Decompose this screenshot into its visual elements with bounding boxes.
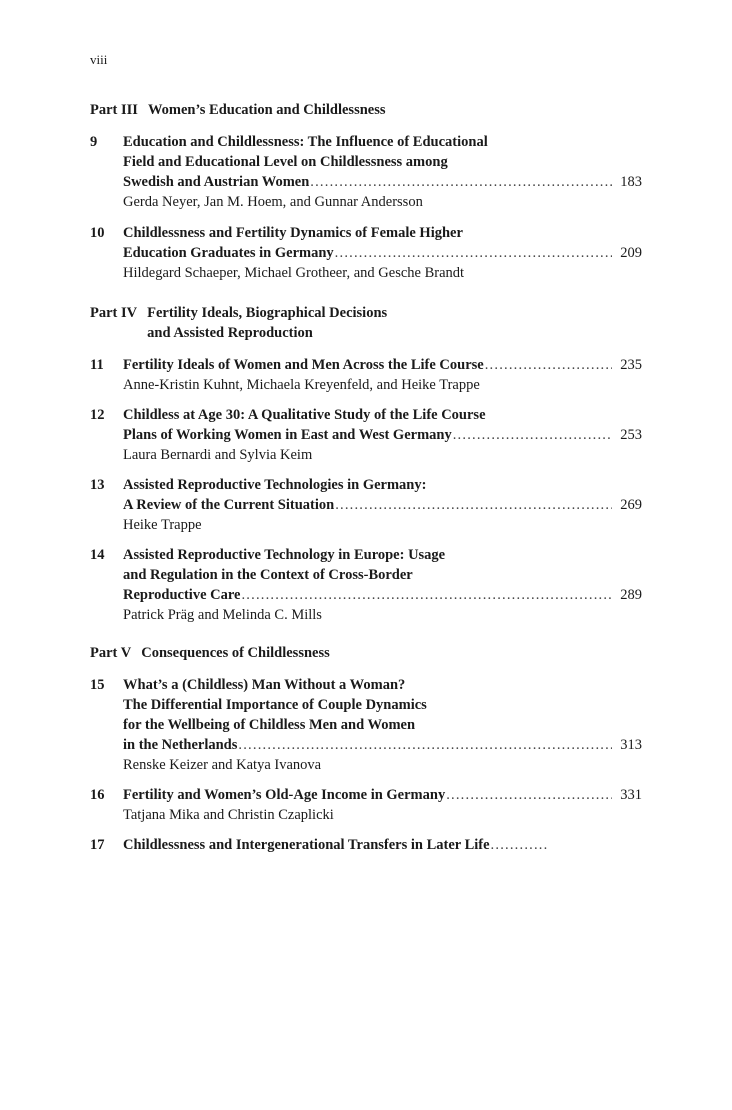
chapter-number: 17 [90,837,105,853]
chapter-title-last-line [123,495,642,515]
page-number: 289 [620,587,642,603]
chapter-number: 13 [90,477,105,493]
part-heading [90,303,642,343]
dot-leader [446,785,612,805]
part-title [147,303,387,343]
dot-leader [335,495,612,515]
part-title [141,643,330,663]
chapter-authors: Renske Keizer and Katya Ivanova [123,757,322,773]
chapter-title-last-line [123,835,642,855]
chapter-title-last-line [123,355,642,375]
chapter-entry[interactable] [90,675,642,775]
chapter-number: 10 [90,225,105,241]
chapter-title-line: Childless at Age 30: A Qualitative Study of the Life Course [123,407,486,423]
chapter-title-last-line [123,243,642,263]
chapter-body [123,785,642,825]
chapter-title-line: and Regulation in the Context of Cross-Border [123,567,413,583]
part-title-line: Women’s Education and Childlessness [147,102,386,118]
chapter-title-last-line [123,785,642,805]
chapter-title-line: Fertility and Women’s Old-Age Income in Germany [123,787,446,803]
chapter-number: 12 [90,407,105,423]
page-number: 313 [620,737,642,753]
chapter-title-line: in the Netherlands [123,737,238,753]
page-number: 183 [620,174,642,190]
chapter-title-line: A Review of the Current Situation [123,497,335,513]
chapter-entry[interactable] [90,355,642,395]
part-number: Part V [90,645,132,661]
chapter-title-line: Plans of Working Women in East and West Germany [123,427,452,443]
chapter-authors: Anne-Kristin Kuhnt, Michaela Kreyenfeld, and Heike Trappe [123,377,480,393]
dot-leader [485,355,612,375]
chapter-title-line: What’s a (Childless) Man Without a Woman? [123,677,406,693]
chapter-entry[interactable] [90,785,642,825]
chapter-number: 14 [90,547,105,563]
chapter-body [123,475,642,535]
part-number: Part IV [90,305,138,321]
chapter-title-line: Assisted Reproductive Technology in Europe: Usage [123,547,446,563]
chapter-authors: Laura Bernardi and Sylvia Keim [123,447,313,463]
chapter-entry[interactable] [90,132,642,212]
chapter-title-line: Field and Educational Level on Childlessness among [123,154,448,170]
chapter-entry[interactable] [90,223,642,283]
toc-page [90,52,642,855]
page-number: 235 [620,357,642,373]
chapter-entry[interactable] [90,475,642,535]
chapter-body [123,675,642,775]
chapter-title-line: Childlessness and Fertility Dynamics of Female Higher [123,225,463,241]
chapter-body [123,132,642,212]
chapter-title-line: The Differential Importance of Couple Dynamics [123,697,427,713]
chapter-number: 15 [90,677,105,693]
dot-leader [238,735,612,755]
page-number: 209 [620,245,642,261]
chapter-authors: Gerda Neyer, Jan M. Hoem, and Gunnar Andersson [123,194,423,210]
part-heading [90,100,642,120]
chapter-number: 9 [90,134,98,150]
chapter-authors: Heike Trappe [123,517,202,533]
chapter-title-line: Education and Childlessness: The Influence of Educational [123,134,488,150]
table-of-contents [90,100,642,855]
chapter-title-last-line [123,425,642,445]
chapter-entry[interactable] [90,545,642,625]
dot-leader [453,425,612,445]
chapter-authors: Patrick Präg and Melinda C. Mills [123,607,322,623]
chapter-body [123,835,642,855]
chapter-title-line: for the Wellbeing of Childless Men and Women [123,717,416,733]
chapter-title-line: Swedish and Austrian Women [123,174,310,190]
part-title-line: and Assisted Reproduction [147,325,313,341]
page-folio: viii [90,52,108,67]
dot-leader [310,172,612,192]
chapter-title-last-line [123,172,642,192]
chapter-number: 11 [90,357,104,373]
chapter-title-line: Reproductive Care [123,587,241,603]
chapter-authors: Tatjana Mika and Christin Czaplicki [123,807,334,823]
chapter-title-last-line [123,735,642,755]
chapter-title-line: Education Graduates in Germany [123,245,334,261]
chapter-body [123,355,642,395]
part-number: Part III [90,102,138,118]
page-number: 253 [620,427,642,443]
dot-leader [491,835,549,855]
chapter-title-line: Fertility Ideals of Women and Men Across the Life Course [123,357,484,373]
chapter-authors: Hildegard Schaeper, Michael Grotheer, and Gesche Brandt [123,265,465,281]
chapter-title-line: Assisted Reproductive Technologies in Germany: [123,477,427,493]
chapter-entry[interactable] [90,835,642,855]
chapter-number: 16 [90,787,105,803]
part-heading [90,643,642,663]
part-title-line: Consequences of Childlessness [141,645,330,661]
part-title [148,100,386,120]
page-number: 331 [620,787,642,803]
chapter-body [123,223,642,283]
dot-leader [241,585,612,605]
chapter-body [123,545,642,625]
chapter-entry[interactable] [90,405,642,465]
page-number: 269 [620,497,642,513]
chapter-title-line: Childlessness and Intergenerational Transfers in Later Life [123,837,490,853]
chapter-body [123,405,642,465]
dot-leader [335,243,612,263]
part-title-line: Fertility Ideals, Biographical Decisions [147,305,388,321]
chapter-title-last-line [123,585,642,605]
